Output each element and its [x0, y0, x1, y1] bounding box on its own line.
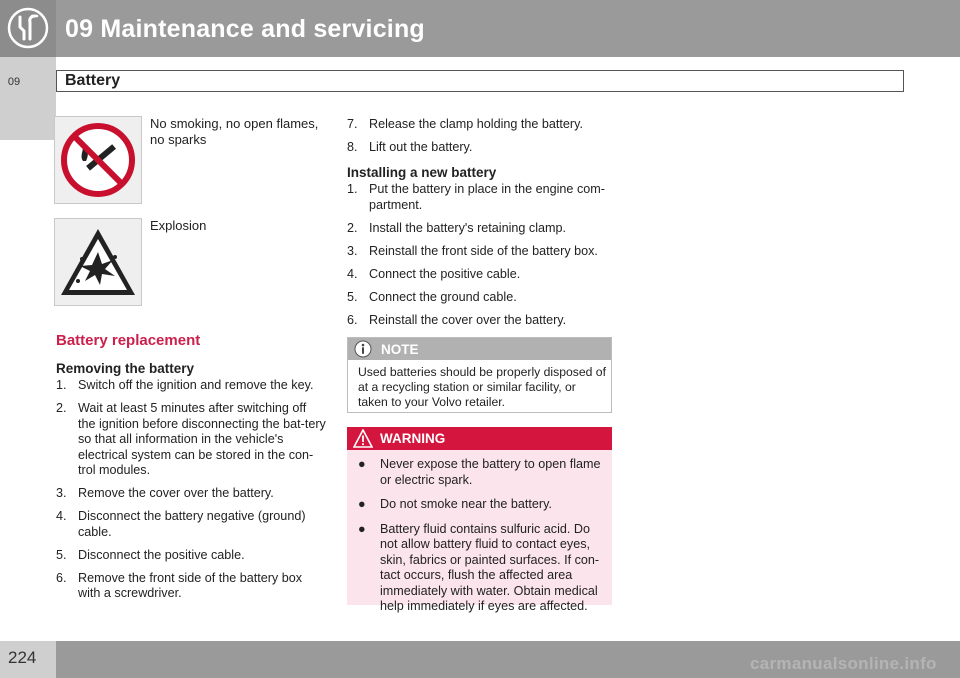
removing-battery-heading: Removing the battery [56, 361, 195, 376]
list-item: 5. Connect the ground cable. [347, 289, 517, 304]
list-item: ● Never expose the battery to open flame or electric spark. [358, 457, 601, 487]
list-item: 7. Release the clamp holding the battery. [347, 117, 583, 131]
list-item: 1. Switch off the ignition and remove the key. [56, 378, 314, 392]
list-item: 2. Wait at least 5 minutes after switching off the ignition before disconnecting the bat-tery so that all information in the vehicle's electrical system can be stored in the con-trol modules. [56, 401, 326, 477]
warning-title: WARNING [380, 431, 446, 446]
page-number: 224 [8, 648, 37, 667]
list-item: ● Do not smoke near the battery. [358, 497, 552, 511]
list-item: 6. Remove the front side of the battery box with a screwdriver. [56, 570, 303, 600]
list-item: 5. Disconnect the positive cable. [56, 547, 245, 562]
list-item: 8. Lift out the battery. [347, 140, 473, 154]
list-item: 1. Put the battery in place in the engine com-partment. [347, 182, 605, 212]
chapter-icon-box [0, 0, 56, 57]
list-item: 6. Reinstall the cover over the battery. [347, 312, 567, 327]
bullet-icon: ● [358, 521, 366, 536]
note-box [347, 337, 612, 413]
list-item: ● Battery fluid contains sulfuric acid. Do not allow battery fluid to contact eyes, skin, fabrics or painted surfaces. If con-tact occurs, flush the affected area immediately with water. Obtain medical help immediately if eyes are affected. [358, 521, 600, 613]
list-item: 4. Disconnect the battery negative (ground) cable. [56, 509, 306, 539]
explosion-warning-icon [55, 219, 141, 305]
note-title: NOTE [381, 342, 419, 357]
list-item: 3. Remove the cover over the battery. [56, 486, 274, 500]
list-item: 4. Connect the positive cable. [347, 266, 521, 281]
removing-steps-list [56, 378, 326, 609]
list-item: 2. Install the battery's retaining clamp. [347, 220, 567, 235]
note-header [348, 338, 611, 360]
warning-header [347, 427, 612, 450]
chapter-title: 09 Maintenance and servicing [65, 15, 425, 43]
bullet-icon: ● [358, 457, 366, 471]
note-text: Used batteries should be properly disposed of at a recycling station or similar facility, or taken to your Volvo retailer. [358, 365, 606, 409]
list-item: 3. Reinstall the front side of the battery box. [347, 243, 598, 258]
chapter-tab-label: 09 [7, 76, 21, 88]
battery-replacement-heading: Battery replacement [56, 332, 201, 349]
no-smoking-sign-icon [55, 117, 141, 203]
no-smoking-symbol-box [54, 116, 142, 204]
info-icon [354, 340, 372, 358]
warning-box [347, 427, 612, 613]
watermark: carmanualsonline.info [750, 654, 937, 673]
section-header [56, 70, 904, 92]
chapter-side-tab [0, 57, 56, 140]
installing-battery-heading: Installing a new battery [347, 165, 497, 180]
warning-list [357, 457, 607, 624]
explosion-symbol-box [54, 218, 142, 306]
wrench-screwdriver-icon [7, 7, 49, 49]
installing-steps-list [347, 182, 617, 336]
bullet-icon: ● [358, 497, 366, 511]
removing-steps-continued-list [347, 117, 617, 163]
warning-triangle-icon [353, 429, 373, 448]
no-smoking-symbol-text: No smoking, no open flames, no sparks [150, 116, 319, 147]
explosion-symbol-text: Explosion [150, 218, 207, 233]
section-title: Battery [65, 72, 121, 89]
